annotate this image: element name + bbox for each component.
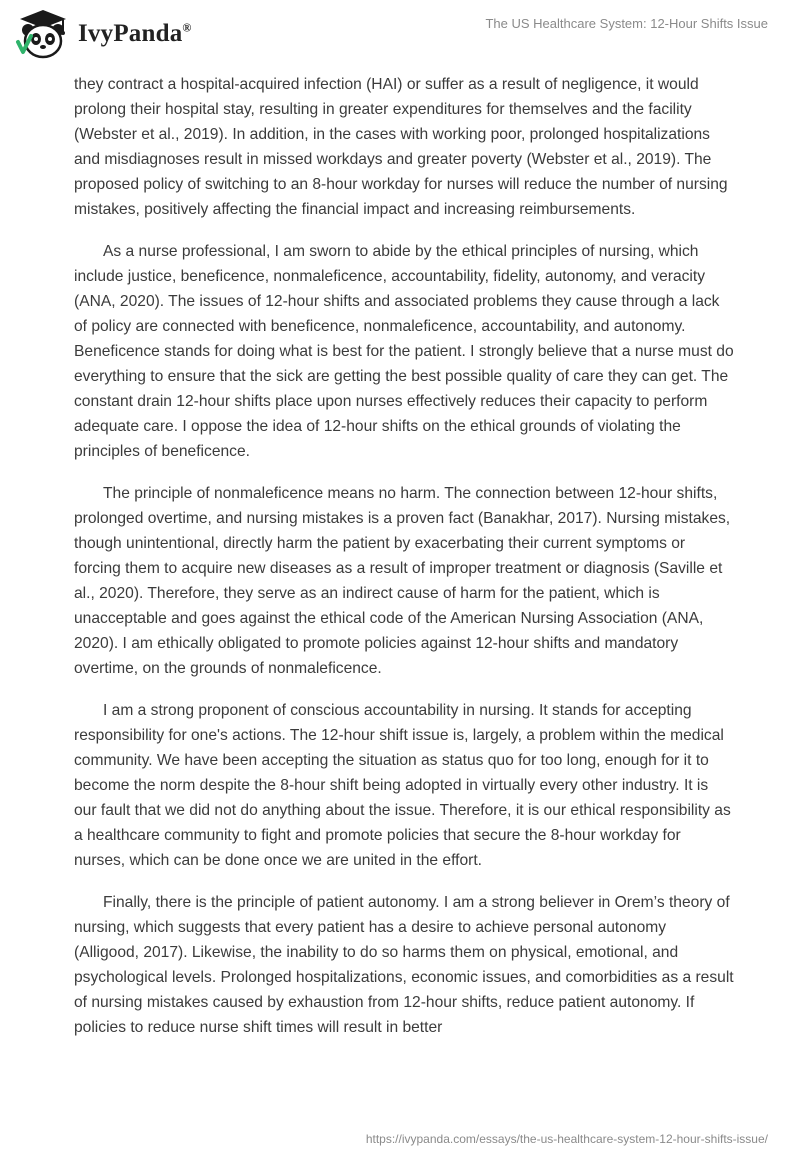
document-title: The US Healthcare System: 12-Hour Shifts Issue xyxy=(485,16,768,31)
paragraph: The principle of nonmaleficence means no harm. The connection between 12-hour shifts, prolonged overtime, and nursing mistakes is a proven fact (Banakhar, 2017). Nursing mistakes, though unintentional, directly harm the patient by exacerbating their current symptoms or forcing them to acquire new diseases as a result of improper treatment or diagnosis (Saville et al., 2020). Therefore, they serve as an indirect cause of harm for the patient, which is unacceptable and goes against the ethical code of the American Nursing Association (ANA, 2020). I am ethically obligated to promote policies against 12-hour shifts and mandatory overtime, on the grounds of nonmaleficence. xyxy=(74,485,731,677)
paragraph: I am a strong proponent of conscious accountability in nursing. It stands for accepting responsibility for one's actions. The 12-hour shift issue is, largely, a problem within the medical community. We have been accepting the situation as status quo for too long, enough for it to become the norm despite the 8-hour shift being adopted in virtually every other industry. It is our fault that we did not do anything about the issue. Therefore, it is our ethical responsibility as a healthcare community to fight and promote policies that secure the 8-hour workday for nurses, which can be done once we are united in the effort. xyxy=(74,702,731,869)
paragraph: As a nurse professional, I am sworn to abide by the ethical principles of nursing, which include justice, beneficence, nonmaleficence, accountability, fidelity, autonomy, and veracity (ANA, 2020). The issues of 12-hour shifts and associated problems they cause through a lack of policy are connected with beneficence, nonmaleficence, accountability, and autonomy. Beneficence stands for doing what is best for the patient. I strongly believe that a nurse must do everything to ensure that the sick are getting the best possible quality of care they can get. The constant drain 12-hour shifts place upon nurses effectively reduces their capacity to perform adequate care. I oppose the idea of 12-hour shifts on the ethical grounds of violating the principles of beneficence. xyxy=(74,243,734,460)
brand-name: IvyPanda® xyxy=(78,20,192,47)
panda-graduate-logo-icon xyxy=(14,8,72,60)
page-header xyxy=(0,0,800,70)
brand-logo[interactable] xyxy=(14,8,192,60)
paragraph: Finally, there is the principle of patient autonomy. I am a strong believer in Orem’s theory of nursing, which suggests that every patient has a desire to achieve personal autonomy (Alligood, 2017). Likewise, the inability to do so harms them on physical, emotional, and psychological levels. Prolonged hospitalizations, economic issues, and comorbidities as a result of nursing mistakes caused by exhaustion from 12-hour shifts, reduce patient autonomy. If policies to reduce nurse shift times will result in better xyxy=(74,894,734,1036)
paragraph: they contract a hospital-acquired infection (HAI) or suffer as a result of negligence, it would prolong their hospital stay, resulting in greater expenditures for themselves and the facility (Webster et al., 2019). In addition, in the cases with working poor, prolonged hospitalizations and misdiagnoses result in missed workdays and greater poverty (Webster et al., 2019). The proposed policy of switching to an 8-hour workday for nurses will reduce the number of nursing mistakes, positively affecting the financial impact and increasing reimbursements. xyxy=(74,76,728,218)
source-url-link[interactable]: https://ivypanda.com/essays/the-us-healthcare-system-12-hour-shifts-issue/ xyxy=(365,1132,768,1146)
essay-body xyxy=(74,72,734,1057)
